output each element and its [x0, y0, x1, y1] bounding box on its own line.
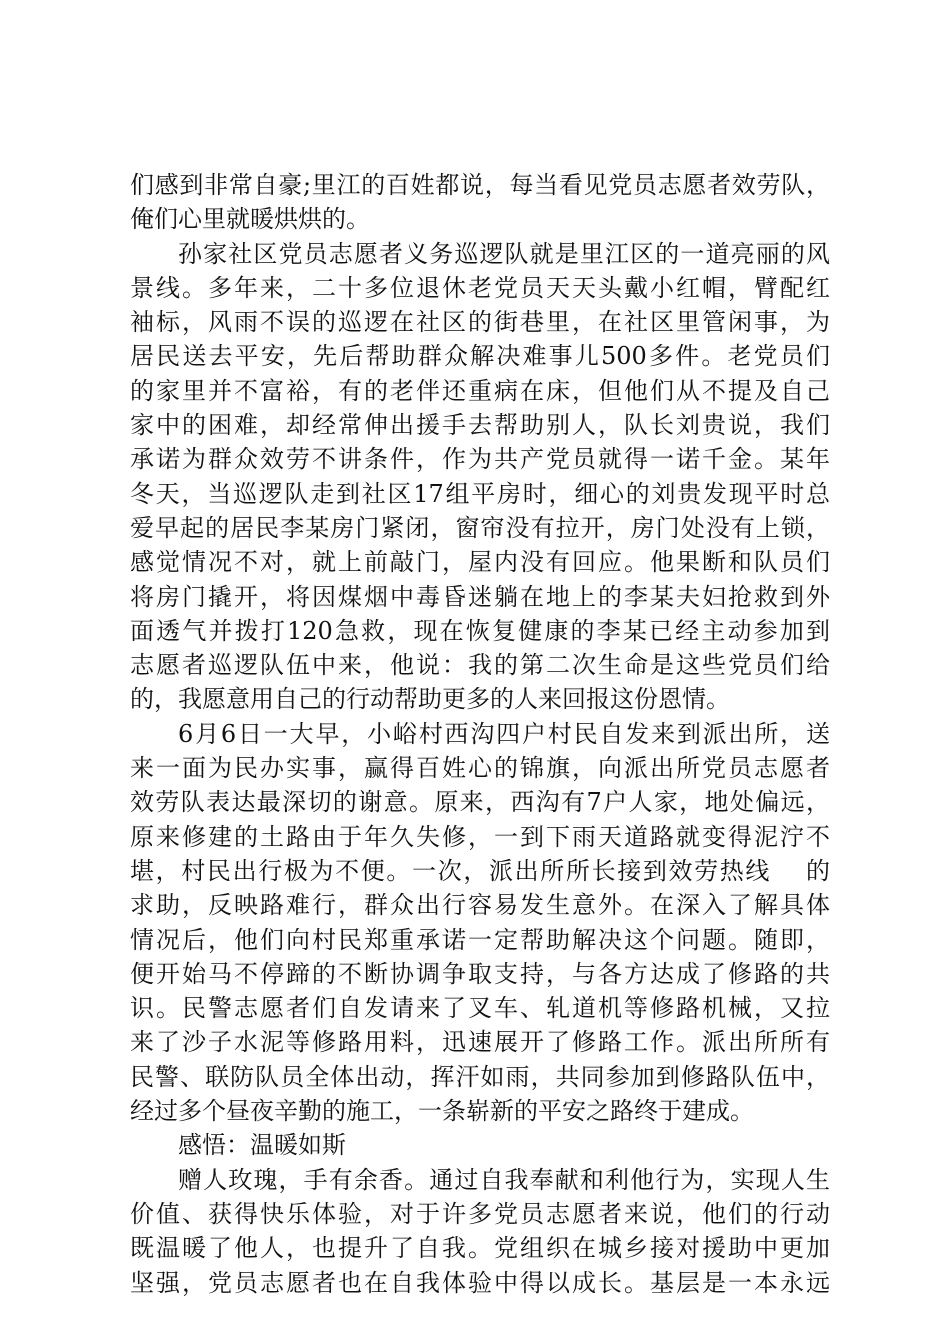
text-line: 俺们心里就暖烘烘的。: [130, 205, 370, 234]
text-line: 们感到非常自豪;里江的百姓都说，每当看见党员志愿者效劳队，: [130, 171, 830, 199]
text-line: 6月6日一大早，小峪村西沟四户村民自发来到派出所，送: [178, 719, 830, 748]
text-line: 的家里并不富裕，有的老伴还重病在床，但他们从不提及自己: [130, 376, 830, 405]
text-line: 将房门撬开，将因煤烟中毒昏迷躺在地上的李某夫妇抢救到外: [130, 582, 830, 611]
text-line: 坚强，党员志愿者也在自我体验中得以成长。基层是一本永远: [130, 1268, 830, 1297]
body-text: [130, 168, 830, 1300]
text-line: 孙家社区党员志愿者义务巡逻队就是里江区的一道亮丽的风: [178, 239, 830, 268]
text-line: 的，我愿意用自己的行动帮助更多的人来回报这份恩情。: [130, 685, 730, 714]
text-line: 来一面为民办实事，赢得百姓心的锦旗，向派出所党员志愿者: [130, 754, 830, 783]
text-line: 价值、获得快乐体验，对于许多党员志愿者来说，他们的行动: [130, 1199, 830, 1228]
text-line: 冬天，当巡逻队走到社区17组平房时，细心的刘贵发现平时总: [130, 479, 830, 508]
text-line: 家中的困难，却经常伸出援手去帮助别人，队长刘贵说，我们: [130, 411, 830, 440]
text-line: 承诺为群众效劳不讲条件，作为共产党员就得一诺千金。某年: [130, 445, 830, 474]
text-line: 情况后，他们向村民郑重承诺一定帮助解决这个问题。随即，: [130, 925, 830, 954]
text-line: 既温暖了他人，也提升了自我。党组织在城乡接对援助中更加: [130, 1234, 830, 1263]
text-line: 来了沙子水泥等修路用料，迅速展开了修路工作。派出所所有: [130, 1028, 830, 1057]
text-line: 景线。多年来，二十多位退休老党员天天头戴小红帽，臂配红: [130, 273, 830, 302]
text-line: 识。民警志愿者们自发请来了叉车、轧道机等修路机械，又拉: [130, 994, 830, 1023]
text-line: 袖标，风雨不误的巡逻在社区的街巷里，在社区里管闲事，为: [130, 308, 830, 337]
text-line: 效劳队表达最深切的谢意。原来，西沟有7户人家，地处偏远，: [130, 788, 830, 817]
text-line: 爱早起的居民李某房门紧闭，窗帘没有拉开，房门处没有上锁，: [130, 513, 830, 542]
text-line: 居民送去平安，先后帮助群众解决难事儿500多件。老党员们: [130, 342, 830, 371]
text-line: 便开始马不停蹄的不断协调争取支持，与各方达成了修路的共: [130, 959, 830, 988]
text-line: 堪，村民出行极为不便。一次，派出所所长接到效劳热线 的: [130, 856, 830, 885]
text-line: 赠人玫瑰，手有余香。通过自我奉献和利他行为，实现人生: [178, 1165, 830, 1194]
text-line: 感觉情况不对，就上前敲门，屋内没有回应。他果断和队员们: [130, 548, 830, 577]
text-line: 经过多个昼夜辛勤的施工，一条崭新的平安之路终于建成。: [130, 1097, 754, 1126]
text-line: 感悟：温暖如斯: [178, 1131, 346, 1160]
text-line: 面透气并拨打120急救，现在恢复健康的李某已经主动参加到: [130, 616, 830, 645]
text-line: 原来修建的土路由于年久失修，一到下雨天道路就变得泥泞不: [130, 822, 830, 851]
text-line: 民警、联防队员全体出动，挥汗如雨，共同参加到修路队伍中，: [130, 1062, 830, 1091]
text-line: 求助，反映路难行，群众出行容易发生意外。在深入了解具体: [130, 891, 830, 920]
text-line: 志愿者巡逻队伍中来，他说：我的第二次生命是这些党员们给: [130, 651, 830, 680]
